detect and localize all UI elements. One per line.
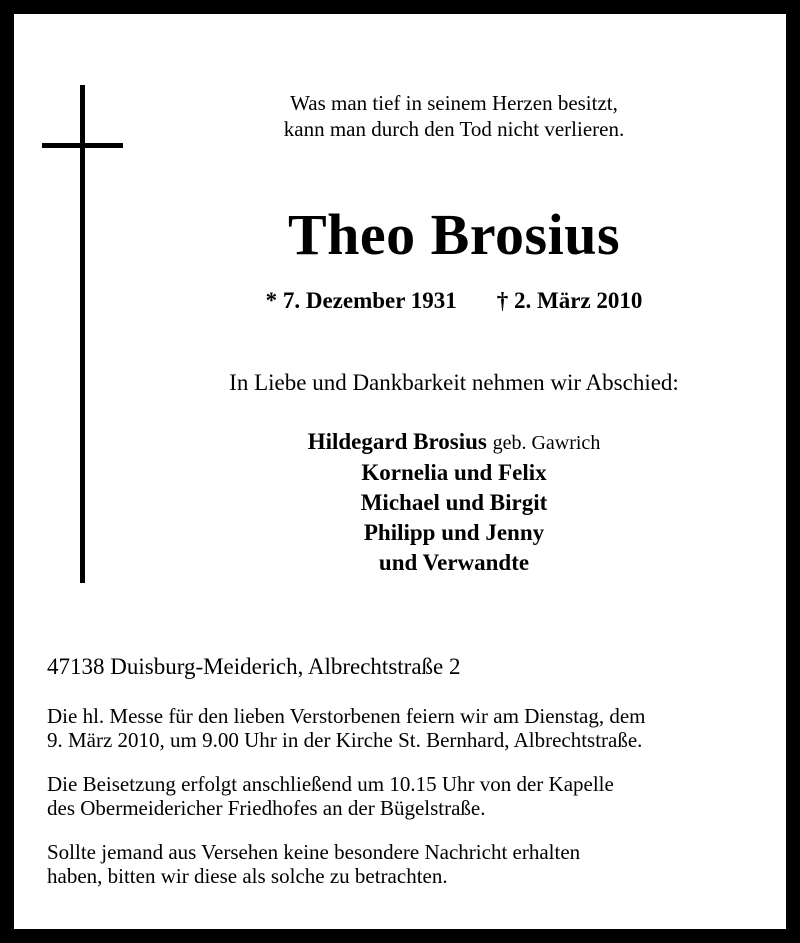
- life-dates: [154, 286, 754, 316]
- mourner-line: [154, 427, 754, 458]
- quote-line: Was man tief in seinem Herzen besitzt,: [290, 91, 618, 115]
- cross-icon: [80, 85, 85, 583]
- widow-name: Hildegard Brosius: [307, 429, 487, 454]
- mourner-line: Kornelia und Felix: [361, 460, 547, 485]
- notice-text: [47, 840, 767, 888]
- obituary-notice: [14, 14, 786, 929]
- address: 47138 Duisburg-Meiderich, Albrechtstraße 2: [47, 654, 461, 679]
- notice-line: haben, bitten wir diese als solche zu betrachten.: [47, 864, 448, 888]
- mass-info: [47, 704, 767, 752]
- mass-line: 9. März 2010, um 9.00 Uhr in der Kirche St. Bernhard, Albrechtstraße.: [47, 728, 643, 752]
- burial-info: [47, 772, 767, 820]
- notice-line: Sollte jemand aus Versehen keine besondere Nachricht erhalten: [47, 840, 581, 864]
- quote: [154, 90, 754, 142]
- widow-maiden-name: geb. Gawrich: [492, 432, 601, 454]
- quote-line: kann man durch den Tod nicht verlieren.: [283, 117, 625, 141]
- mourners-list: [154, 427, 754, 578]
- death-date: † 2. März 2010: [496, 288, 643, 313]
- cross-icon-bar: [42, 143, 123, 148]
- burial-line: des Obermeidericher Friedhofes an der Bügelstraße.: [47, 796, 486, 820]
- deceased-name: Theo Brosius: [287, 202, 621, 267]
- mass-line: Die hl. Messe für den lieben Verstorbenen feiern wir am Dienstag, dem: [47, 704, 646, 728]
- burial-line: Die Beisetzung erfolgt anschließend um 10.15 Uhr von der Kapelle: [47, 772, 614, 796]
- mourner-line: Michael und Birgit: [360, 490, 548, 515]
- mourner-line: und Verwandte: [378, 550, 530, 575]
- farewell-text: In Liebe und Dankbarkeit nehmen wir Abschied:: [229, 370, 679, 395]
- birth-date: * 7. Dezember 1931: [265, 288, 457, 313]
- mourner-line: Philipp und Jenny: [363, 520, 545, 545]
